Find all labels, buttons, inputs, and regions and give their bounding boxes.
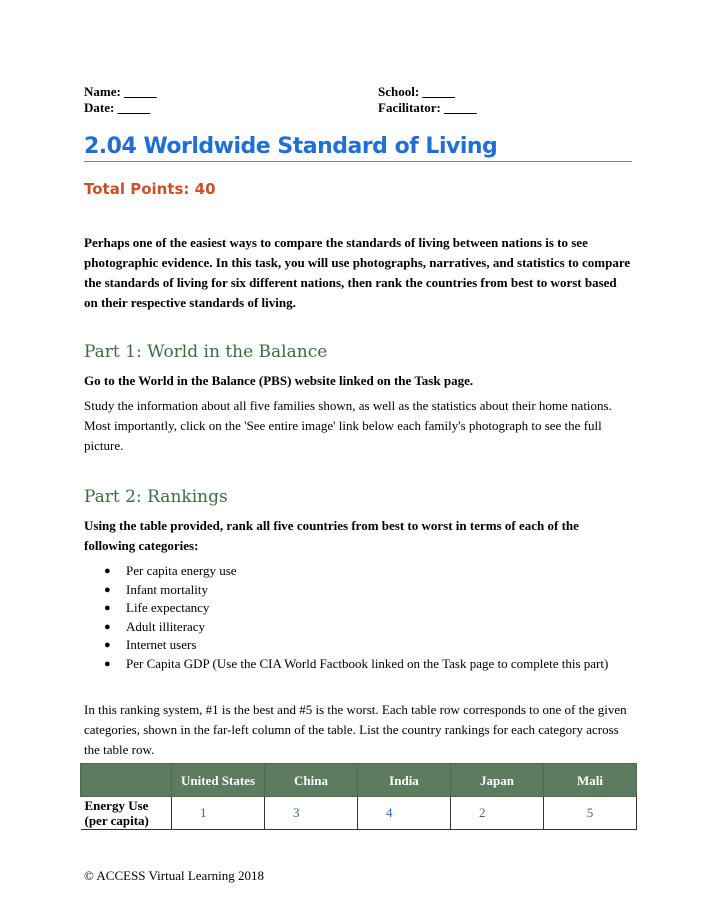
category-list bbox=[84, 562, 632, 673]
row-label: Energy Use (per capita) bbox=[81, 797, 172, 830]
bullet-icon: ● bbox=[104, 639, 111, 651]
facilitator-line bbox=[378, 100, 477, 116]
bullet-icon: ● bbox=[104, 565, 111, 577]
date-line bbox=[84, 100, 150, 116]
facilitator-label: Facilitator: bbox=[378, 100, 441, 115]
table-header-cell: China bbox=[265, 764, 358, 797]
bullet-icon: ● bbox=[104, 657, 111, 670]
part1-heading: Part 1: World in the Balance bbox=[84, 342, 328, 362]
part2-instruction: Using the table provided, rank all five countries from best to worst in terms of each of the following categories: bbox=[84, 518, 579, 553]
part1-body: Study the information about all five families shown, as well as the statistics about their home nations. Most importantly, click on the 'See entire image' link below each family's photograph to see the full picture. bbox=[84, 398, 612, 453]
table-cell[interactable]: 2 bbox=[451, 797, 544, 830]
list-item: ● Life expectancy bbox=[84, 599, 632, 618]
part2-body: In this ranking system, #1 is the best and #5 is the worst. Each table row corresponds to one of the given categories, shown in the far-left column of the table. List the country rankings for each category across the table row. bbox=[84, 702, 627, 757]
school-blank[interactable]: _____ bbox=[422, 84, 455, 99]
intro-paragraph: Perhaps one of the easiest ways to compare the standards of living between nations is to see photographic evidence. In this task, you will use photographs, narratives, and statistics to compare the standards of living for six different nations, then rank the countries from best to worst based on their respective standards of living. bbox=[84, 235, 631, 310]
list-item: ● Adult illiteracy bbox=[84, 618, 632, 637]
list-item: ● Infant mortality bbox=[84, 581, 632, 600]
ranking-table bbox=[80, 763, 637, 830]
table-header-row bbox=[81, 764, 637, 797]
list-item: ● Per Capita GDP (Use the CIA World Factbook linked on the Task page to complete this part) bbox=[84, 655, 632, 674]
bullet-icon: ● bbox=[104, 583, 111, 596]
part1-instruction: Go to the World in the Balance (PBS) website linked on the Task page. bbox=[84, 373, 474, 388]
name-blank[interactable]: _____ bbox=[124, 84, 157, 99]
bullet-icon: ● bbox=[104, 602, 111, 614]
footer-copyright: © ACCESS Virtual Learning 2018 bbox=[84, 868, 265, 883]
table-cell[interactable]: 4 bbox=[358, 797, 451, 830]
table-cell[interactable]: 3 bbox=[265, 797, 358, 830]
table-header-cell: India bbox=[358, 764, 451, 797]
name-line bbox=[84, 84, 157, 100]
school-label: School: bbox=[378, 84, 420, 99]
table-cell[interactable]: 1 bbox=[172, 797, 265, 830]
part2-heading: Part 2: Rankings bbox=[84, 487, 228, 507]
document-title: 2.04 Worldwide Standard of Living bbox=[84, 134, 632, 162]
school-line bbox=[378, 84, 455, 100]
date-blank[interactable]: _____ bbox=[117, 100, 151, 115]
facilitator-blank[interactable]: _____ bbox=[444, 100, 477, 115]
table-header-cell: United States bbox=[172, 764, 265, 797]
table-header-cell: Japan bbox=[451, 764, 544, 797]
list-item: ● Internet users bbox=[84, 636, 632, 655]
bullet-icon: ● bbox=[104, 620, 111, 633]
table-header-cell bbox=[81, 764, 172, 797]
name-label: Name: bbox=[84, 84, 121, 99]
table-row bbox=[81, 797, 637, 830]
table-header-cell: Mali bbox=[544, 764, 637, 797]
table-cell[interactable]: 5 bbox=[544, 797, 637, 830]
date-label: Date: bbox=[84, 100, 115, 115]
total-points: Total Points: 40 bbox=[84, 180, 216, 198]
list-item: ● Per capita energy use bbox=[84, 562, 632, 581]
